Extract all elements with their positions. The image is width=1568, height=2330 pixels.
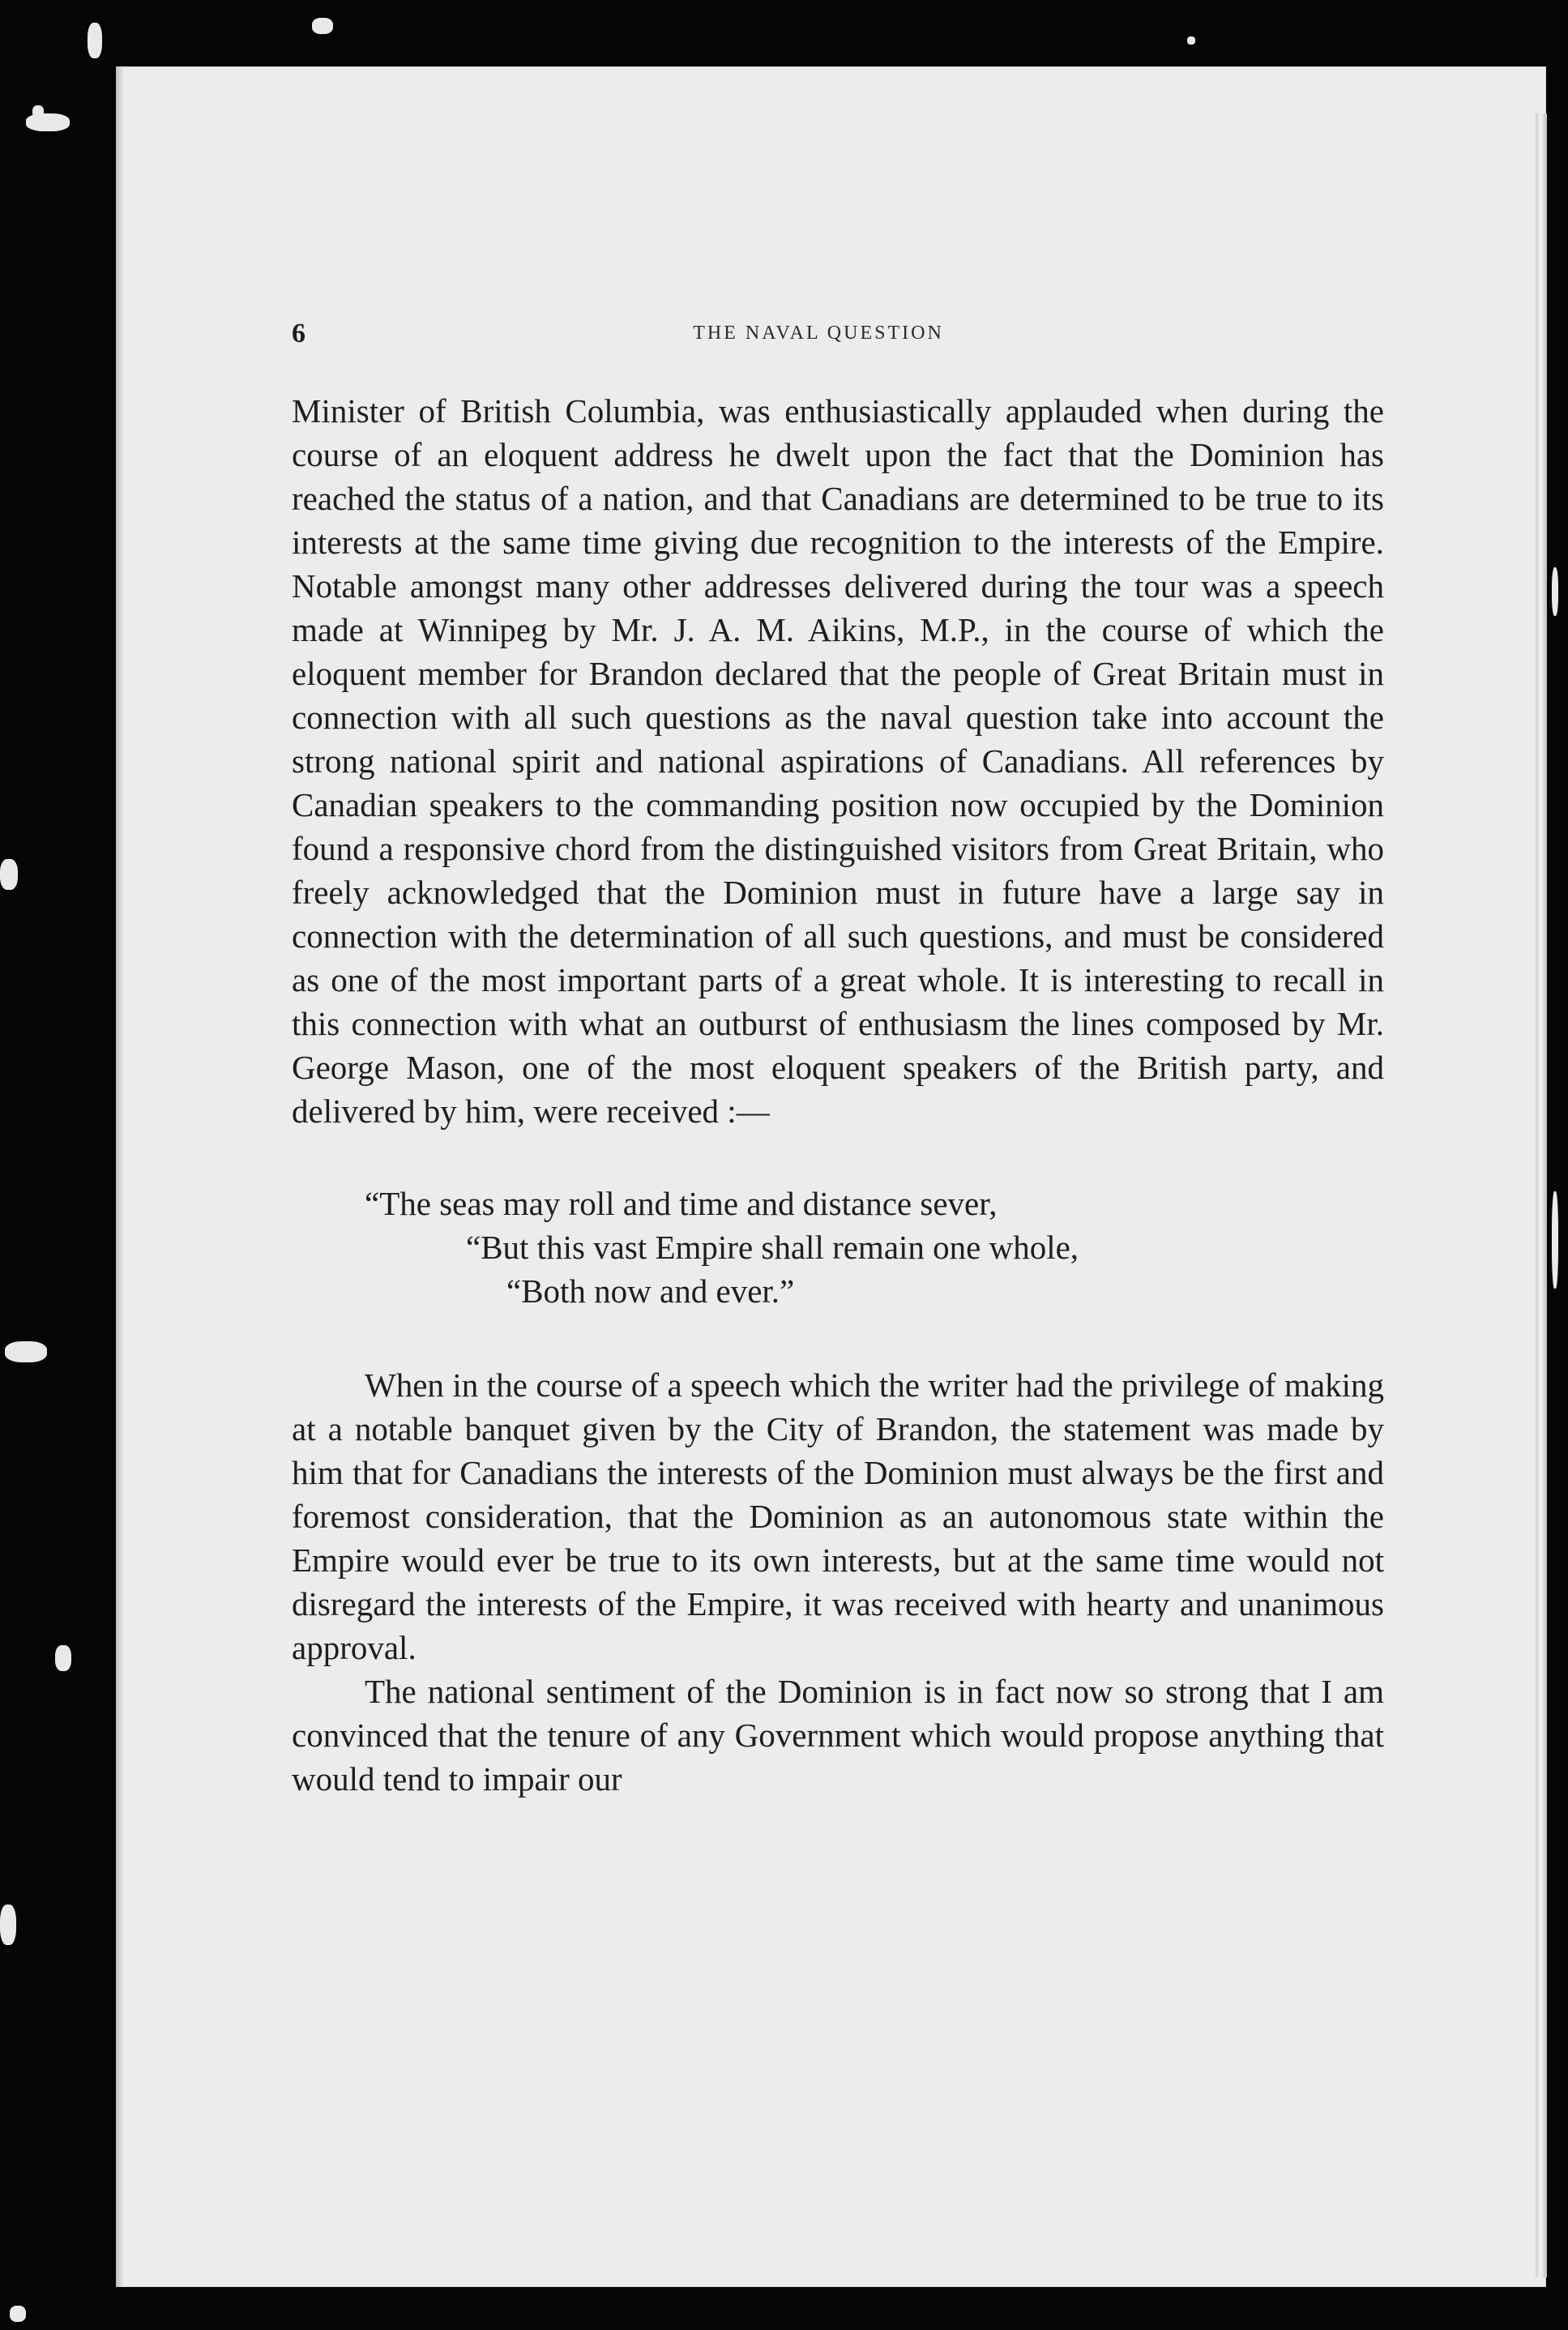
scan-speck — [32, 105, 44, 118]
scan-speck — [1552, 567, 1558, 616]
paragraph: When in the course of a speech which the writer had the privilege of making at a notable banquet given by the City of Brandon, the statement was made by him that for Canadians the interests of the Dominion must always be the first and foremost consideration, that the Dominion as an autonomous state within the Empire would ever be true to its own interests, but at the same time would not disregard the interests of the Empire, it was received with hearty and unanimous approval. — [292, 1366, 1384, 1666]
body-text — [292, 389, 1384, 1801]
page-right-edge — [1536, 113, 1547, 2277]
running-title: THE NAVAL QUESTION — [693, 323, 944, 344]
scan-speck — [0, 1905, 16, 1945]
verse-line: “The seas may roll and time and distance sever, — [365, 1185, 998, 1222]
paragraph: The national sentiment of the Dominion is in fact now so strong that I am convinced that the tenure of any Government which would propose anything that would tend to impair our — [292, 1673, 1384, 1798]
page-left-edge — [116, 66, 124, 2287]
scan-speck — [10, 2306, 26, 2322]
page-number: 6 — [292, 319, 305, 348]
verse-quotation — [292, 1182, 1384, 1313]
running-header — [292, 319, 1384, 351]
scan-speck — [0, 859, 18, 890]
verse-line: “Both now and ever.” — [506, 1272, 795, 1310]
scan-speck — [88, 23, 102, 58]
paragraph-continued: Minister of British Columbia, was enthusiastically applauded when during the course of an eloquent address he dwelt upon the fact that the Dominion has reached the status of a nation, and that Canadians are determined to be true to its interests at the same time giving due recognition to the interests of the Empire. Notable amongst many other addresses delivered during the tour was a speech made at Winnipeg by Mr. J. A. M. Aikins, M.P., in the course of which the eloquent member for Brandon declared that the people of Great Britain must in connection with all such questions as the naval question take into account the strong national spirit and national aspirations of Canadians. All references by Canadian speakers to the commanding position now occupied by the Dominion found a responsive chord from the distinguished visitors from Great Britain, who freely acknowledged that the Dominion must in future have a large say in connection with the determination of all such questions, and must be considered as one of the most important parts of a great whole. It is interesting to recall in this connection with what an outburst of enthusiasm the lines composed by Mr. George Mason, one of the most eloquent speakers of the British party, and delivered by him, were received :— — [292, 392, 1384, 1130]
scan-speck — [1187, 36, 1195, 45]
scan-speck — [312, 18, 333, 34]
scan-speck — [1552, 1191, 1558, 1289]
verse-line: “But this vast Empire shall remain one whole, — [466, 1229, 1079, 1266]
scan-speck — [5, 1341, 47, 1362]
scan-speck — [55, 1645, 71, 1671]
